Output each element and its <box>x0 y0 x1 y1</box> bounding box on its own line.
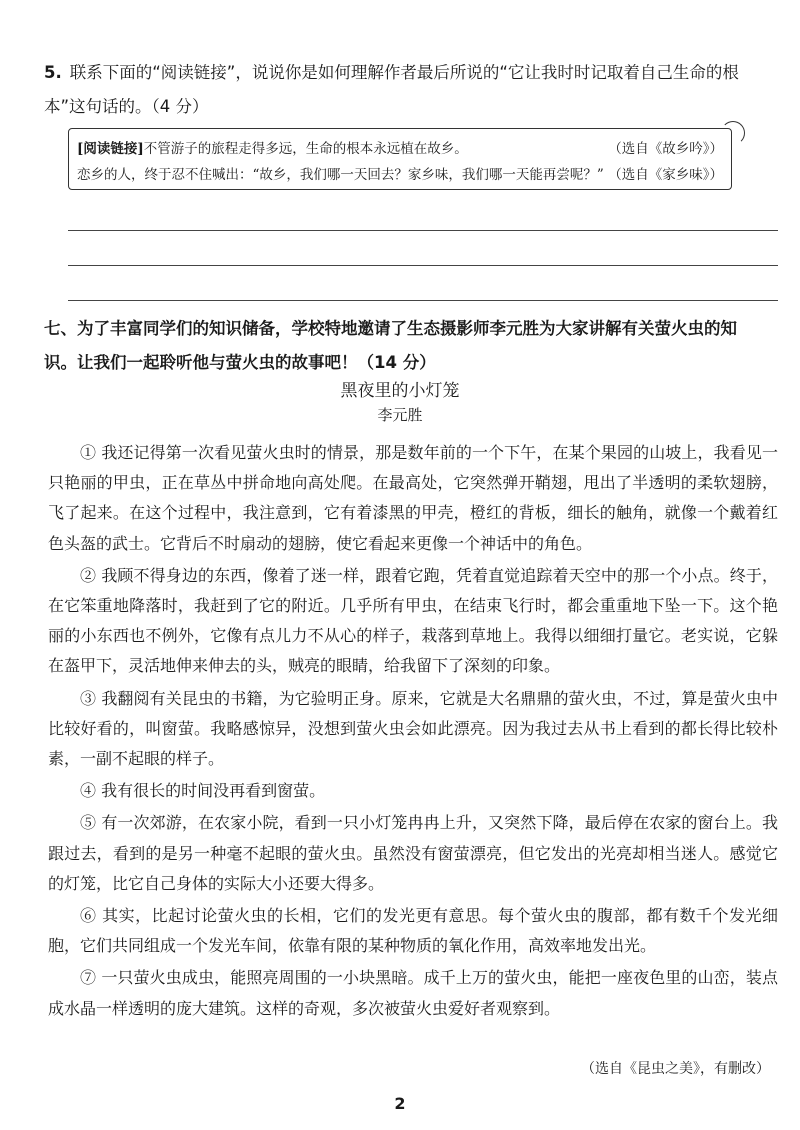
paragraph-3: ③ 我翻阅有关昆虫的书籍，为它验明正身。原来，它就是大名鼎鼎的萤火虫，不过，算是萤火虫中比较好看的，叫窗萤。我略感惊异，没想到萤火虫会如此漂亮。因为我过去从书上看到的都长得比较朴素，一副不起眼的样子。 <box>48 688 778 769</box>
question-5 <box>44 56 764 124</box>
answer-line-3[interactable] <box>68 300 778 301</box>
paragraph-6: ⑥ 其实，比起讨论萤火虫的长相，它们的发光更有意思。每个萤火虫的腹部，都有数千个发光细胞，它们共同组成一个发光车间，依靠有限的某种物质的氧化作用，高效率地发出光。 <box>48 906 778 956</box>
section-7-prompt: 七、为了丰富同学们的知识储备，学校特地邀请了生态摄影师李元胜为大家讲解有关萤火虫的知识。让我们一起聆听他与萤火虫的故事吧！（14 分） <box>44 319 737 372</box>
article-title: 黑夜里的小灯笼 <box>340 381 460 401</box>
reading-link-quote-2: 恋乡的人，终于忍不住喊出：“故乡，我们哪一天回去？家乡味，我们哪一天能再尝呢？” <box>77 167 604 183</box>
paragraph-7: ⑦ 一只萤火虫成虫，能照亮周围的一小块黑暗。成千上万的萤火虫，能把一座夜色里的山峦，装点成水晶一样透明的庞大建筑。这样的奇观，多次被萤火虫爱好者观察到。 <box>48 968 778 1018</box>
reading-link-tag: [阅读链接] <box>77 141 144 157</box>
paragraph-4: ④ 我有很长的时间没再看到窗萤。 <box>80 781 326 801</box>
paragraph-1: ① 我还记得第一次看见萤火虫时的情景，那是数年前的一个下午，在某个果园的山坡上，我看见一只艳丽的甲虫，正在草丛中拼命地向高处爬。在最高处，它突然弹开鞘翅，甩出了半透明的柔软翅膀，飞了起来。在这个过程中，我注意到，它有着漆黑的甲壳，橙红的背板，细长的触角，就像一个戴着红色头盔的武士。它背后不时扇动的翅膀，使它看起来更像一个神话中的角色。 <box>48 443 778 553</box>
paragraph-5: ⑤ 有一次郊游，在农家小院，看到一只小灯笼冉冉上升，又突然下降，最后停在农家的窗台上。我跟过去，看到的是另一种毫不起眼的萤火虫。虽然没有窗萤漂亮，但它发出的光亮却相当迷人。感觉它的灯笼，比它自己身体的实际大小还要大得多。 <box>48 813 778 893</box>
article-author: 李元胜 <box>377 406 423 424</box>
reading-link-line-2 <box>77 163 723 183</box>
paragraph-2: ② 我顾不得身边的东西，像着了迷一样，跟着它跑，凭着直觉追踪着天空中的那一个小点。终于，在它笨重地降落时，我赶到了它的附近。几乎所有甲虫，在结束飞行时，都会重重地下坠一下。这个艳丽的小东西也不例外，它像有点儿力不从心的样子，栽落到草地上。我得以细细打量它。老实说，它躲在盔甲下，灵活地伸来伸去的头，贼亮的眼睛，给我留下了深刻的印象。 <box>48 565 778 676</box>
reading-link-line-1 <box>77 137 723 157</box>
reading-link-quote-1: 不管游子的旅程走得多远，生命的根本永远植在故乡。 <box>143 141 468 157</box>
reading-link-source-1: （选自《故乡吟》） <box>608 141 723 157</box>
reading-link-box <box>68 128 732 190</box>
article-body <box>48 438 778 1026</box>
answer-line-2[interactable] <box>68 265 778 266</box>
scroll-curl-decoration <box>721 121 745 145</box>
question-number: 5. <box>44 63 62 82</box>
page-number: 2 <box>394 1094 406 1113</box>
reading-link-source-2: （选自《家乡味》） <box>608 167 723 183</box>
question-text: 联系下面的“阅读链接”，说说你是如何理解作者最后所说的“它让我时时记取着自己生命的根本”这句话的。（4 分） <box>44 63 739 116</box>
answer-line-1[interactable] <box>68 230 778 231</box>
article-source: （选自《昆虫之美》，有删改） <box>581 1061 770 1077</box>
